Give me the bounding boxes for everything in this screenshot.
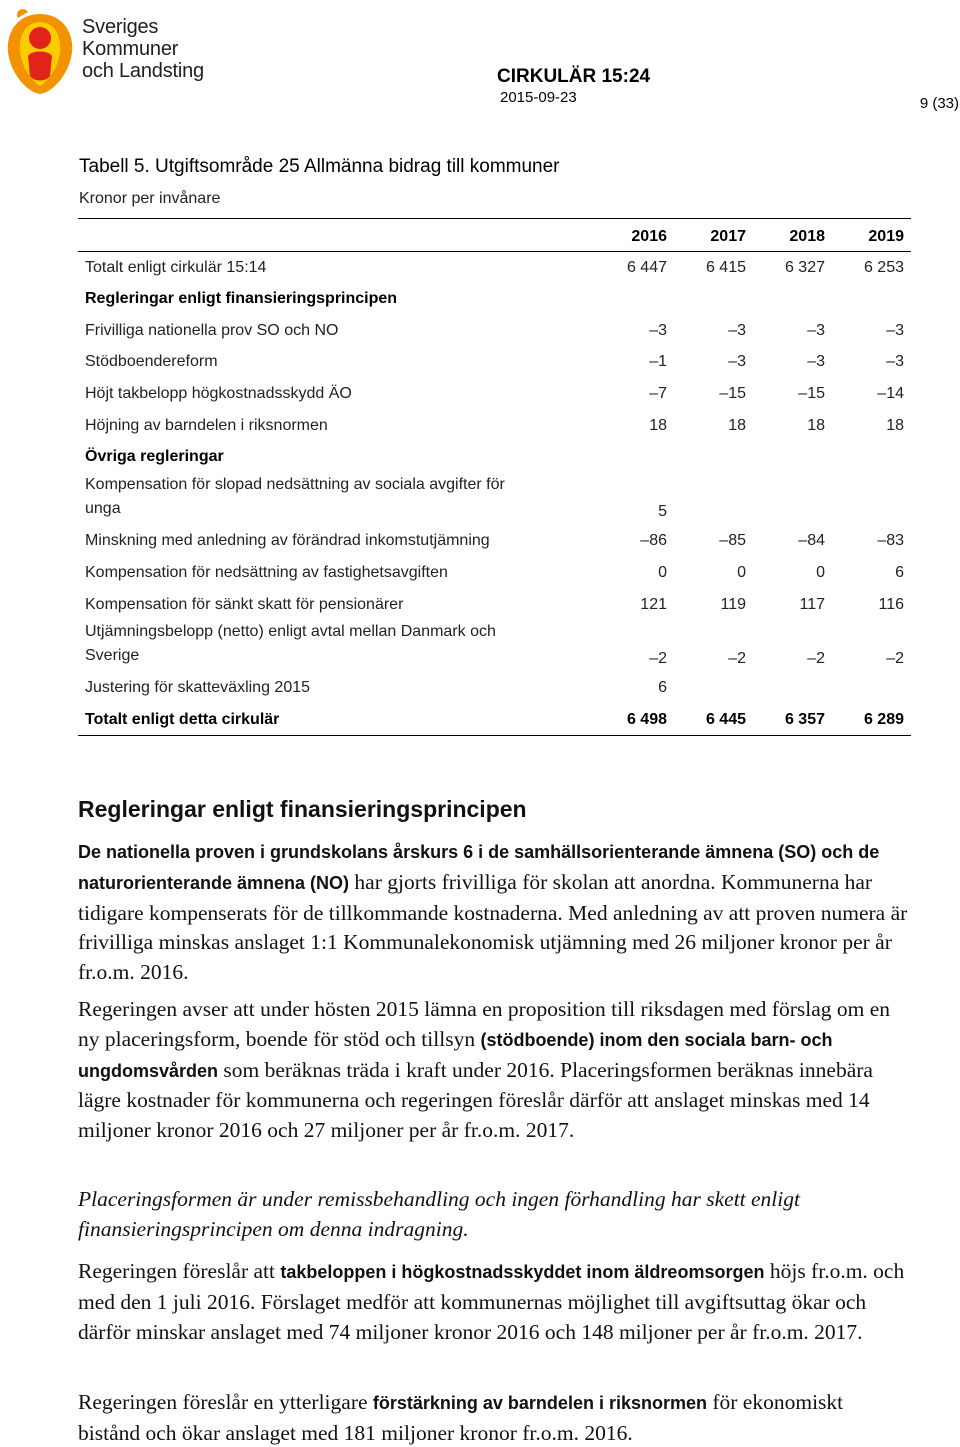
cell-value xyxy=(753,473,832,525)
cell-value: 5 xyxy=(658,503,667,521)
cell-value: 6 289 xyxy=(832,704,911,736)
row-label xyxy=(78,620,594,672)
logo-wordmark xyxy=(82,16,204,82)
table-total-row xyxy=(78,704,911,736)
cell-value: –2 xyxy=(728,650,746,668)
table-row xyxy=(78,557,911,589)
cell-value: 6 xyxy=(658,679,667,697)
row-label: Minskning med anledning av förändrad inkomstutjämning xyxy=(85,532,490,550)
logo-line-2: Kommuner xyxy=(82,38,179,60)
cell-value xyxy=(753,283,832,315)
table-row xyxy=(78,378,911,410)
row-label: Höjt takbelopp högkostnadsskydd ÄO xyxy=(85,385,352,403)
table-row xyxy=(78,589,911,621)
cell-value: 18 xyxy=(807,416,825,434)
paragraph-emphasis: förstärkning av barndelen i riksnormen xyxy=(372,1393,707,1413)
cell-value: –2 xyxy=(649,650,667,668)
row-label-line: unga xyxy=(85,500,121,518)
table-row xyxy=(78,252,911,284)
table-header-row xyxy=(78,219,911,252)
paragraph-prov xyxy=(78,837,908,988)
cell-value: –3 xyxy=(807,353,825,371)
cell-value: 6 445 xyxy=(674,704,753,736)
cell-value xyxy=(594,283,674,315)
cell-value xyxy=(753,442,832,474)
cell-value: 116 xyxy=(878,595,904,613)
cell-value: –85 xyxy=(719,532,746,550)
cell-value xyxy=(832,442,911,474)
cell-value: –83 xyxy=(877,532,904,550)
row-label xyxy=(78,473,594,525)
circular-date: 2015-09-23 xyxy=(500,89,577,106)
cell-value: –3 xyxy=(807,321,825,339)
cell-value xyxy=(674,473,753,525)
cell-value: 119 xyxy=(720,595,746,613)
cell-value: 6 415 xyxy=(705,258,746,276)
table-group-row xyxy=(78,283,911,315)
cell-value: 117 xyxy=(799,595,825,613)
paragraph-text: Regeringen föreslår att xyxy=(78,1259,281,1283)
cell-value: 0 xyxy=(816,563,825,581)
cell-value: –15 xyxy=(719,385,746,403)
cell-value xyxy=(674,442,753,474)
paragraph-barndelen xyxy=(78,1388,908,1447)
paragraph-text: som beräknas träda i kraft under 2016. Placeringsformen beräknas innebära lägre kostnader för kommunerna och regeringen föreslår därför att anslaget minskas med 14 miljoner kronor 2016 och 27 miljoner per år fr.o.m. 2017. xyxy=(78,1057,873,1143)
table-subtitle: Kronor per invånare xyxy=(79,190,221,207)
header-blank xyxy=(78,219,594,252)
paragraph-remiss: Placeringsformen är under remissbehandling och ingen förhandling har skett enligt finansieringsprincipen om denna indragning. xyxy=(78,1187,800,1241)
row-label: Höjning av barndelen i riksnormen xyxy=(85,416,328,434)
row-label: Kompensation för sänkt skatt för pensionärer xyxy=(85,595,404,613)
logo-line-1: Sveriges xyxy=(82,16,159,38)
table-row xyxy=(78,525,911,557)
paragraph-emphasis: takbeloppen i högkostnadsskyddet inom äldreomsorgen xyxy=(280,1262,765,1282)
table-row xyxy=(78,315,911,347)
budget-table xyxy=(78,218,911,736)
cell-value: –2 xyxy=(886,650,904,668)
cell-value: 18 xyxy=(728,416,746,434)
logo-line-3: och Landsting xyxy=(82,60,204,82)
cell-value xyxy=(832,473,911,525)
cell-value: 6 xyxy=(895,563,904,581)
table-row xyxy=(78,620,911,672)
cell-value: 0 xyxy=(737,563,746,581)
cell-value: –3 xyxy=(886,353,904,371)
year-header: 2018 xyxy=(753,219,832,252)
group-label: Övriga regleringar xyxy=(85,448,224,466)
cell-value: –3 xyxy=(649,321,667,339)
cell-value: 121 xyxy=(640,595,667,613)
cell-value xyxy=(674,283,753,315)
cell-value: 6 357 xyxy=(753,704,832,736)
row-label: Frivilliga nationella prov SO och NO xyxy=(85,321,339,339)
year-header: 2019 xyxy=(832,219,911,252)
cell-value: –3 xyxy=(728,321,746,339)
group-label: Regleringar enligt finansieringsprincipen xyxy=(85,290,398,308)
table-group-row xyxy=(78,442,911,474)
skl-logo xyxy=(4,6,224,98)
paragraph-emphasis: De nationella proven i grundskolans årskurs 6 i de samhällsorienterande ämnena (SO) och de naturorienterande ämnena (NO) xyxy=(78,842,880,893)
paragraph-text: Regeringen föreslår en ytterligare xyxy=(78,1390,373,1414)
row-label-line: Sverige xyxy=(85,647,140,665)
row-label-line: Utjämningsbelopp (netto) enligt avtal mellan Danmark och xyxy=(85,623,496,641)
cell-value: –84 xyxy=(798,532,825,550)
cell-value xyxy=(832,672,911,704)
cell-value: –3 xyxy=(886,321,904,339)
section-heading: Regleringar enligt finansieringsprincipen xyxy=(78,796,527,822)
cell-value: 6 498 xyxy=(594,704,674,736)
cell-value xyxy=(753,672,832,704)
paragraph-takbelopp xyxy=(78,1257,908,1347)
cell-value: 18 xyxy=(886,416,904,434)
total-label: Totalt enligt detta cirkulär xyxy=(78,704,594,736)
row-label: Stödboendereform xyxy=(85,353,218,371)
cell-value xyxy=(594,442,674,474)
cell-value: –14 xyxy=(877,385,904,403)
table-row xyxy=(78,410,911,442)
cell-value: 6 447 xyxy=(626,258,667,276)
table-row xyxy=(78,672,911,704)
cell-value: 6 253 xyxy=(863,258,904,276)
paragraph-text: Regeringen avser att under hösten 2015 lämna en proposition till riksdagen med förslag om en ny placeringsform, boende för stöd och tillsyn xyxy=(78,997,891,1051)
paragraph-stodboende xyxy=(78,995,908,1146)
year-header: 2016 xyxy=(594,219,674,252)
table-row xyxy=(78,473,911,525)
paragraph-text: höjs fr.o.m. och med den 1 juli 2016. Förslaget medför att kommunernas möjlighet till avgiftsuttag ökar och därför minskar anslaget med 74 miljoner kronor 2016 och 148 miljoner per år fr.o.m. 2017. xyxy=(78,1259,905,1344)
cell-value: –2 xyxy=(807,650,825,668)
cell-value: –15 xyxy=(798,385,825,403)
paragraph-text: har gjorts frivilliga för skolan att anordna. Kommunerna har tidigare kompenserats för de tillkommande kostnaderna. Med anledning av att proven numera är frivilliga minskas anslaget 1:1 Kommunalekonomisk utjämning med 26 miljoner kronor per år fr.o.m. 2016. xyxy=(78,869,908,985)
cell-value: 0 xyxy=(658,563,667,581)
table-title: Tabell 5. Utgiftsområde 25 Allmänna bidrag till kommuner xyxy=(79,156,560,177)
row-label-line: Kompensation för slopad nedsättning av sociala avgifter för xyxy=(85,476,505,494)
cell-value: 6 327 xyxy=(784,258,825,276)
row-label: Kompensation för nedsättning av fastighetsavgiften xyxy=(85,563,448,581)
paragraph-emphasis: (stödboende) inom den sociala barn- och ungdomsvården xyxy=(78,1029,833,1081)
cell-value xyxy=(832,283,911,315)
cell-value xyxy=(674,672,753,704)
cell-value: 18 xyxy=(649,416,667,434)
year-header: 2017 xyxy=(674,219,753,252)
paragraph-text: för ekonomiskt bistånd och ökar anslaget med 181 miljoner kronor fr.o.m. 2016. xyxy=(78,1390,844,1445)
page-number: 9 (33) xyxy=(919,95,959,112)
cell-value: –1 xyxy=(649,353,667,371)
row-label: Totalt enligt cirkulär 15:14 xyxy=(85,258,267,276)
row-label: Justering för skatteväxling 2015 xyxy=(85,679,311,697)
cell-value: –86 xyxy=(640,532,667,550)
skl-emblem-icon xyxy=(4,6,76,96)
cell-value: –3 xyxy=(728,353,746,371)
cell-value: –7 xyxy=(649,385,667,403)
circular-title: CIRKULÄR 15:24 xyxy=(497,66,651,87)
table-row xyxy=(78,347,911,379)
